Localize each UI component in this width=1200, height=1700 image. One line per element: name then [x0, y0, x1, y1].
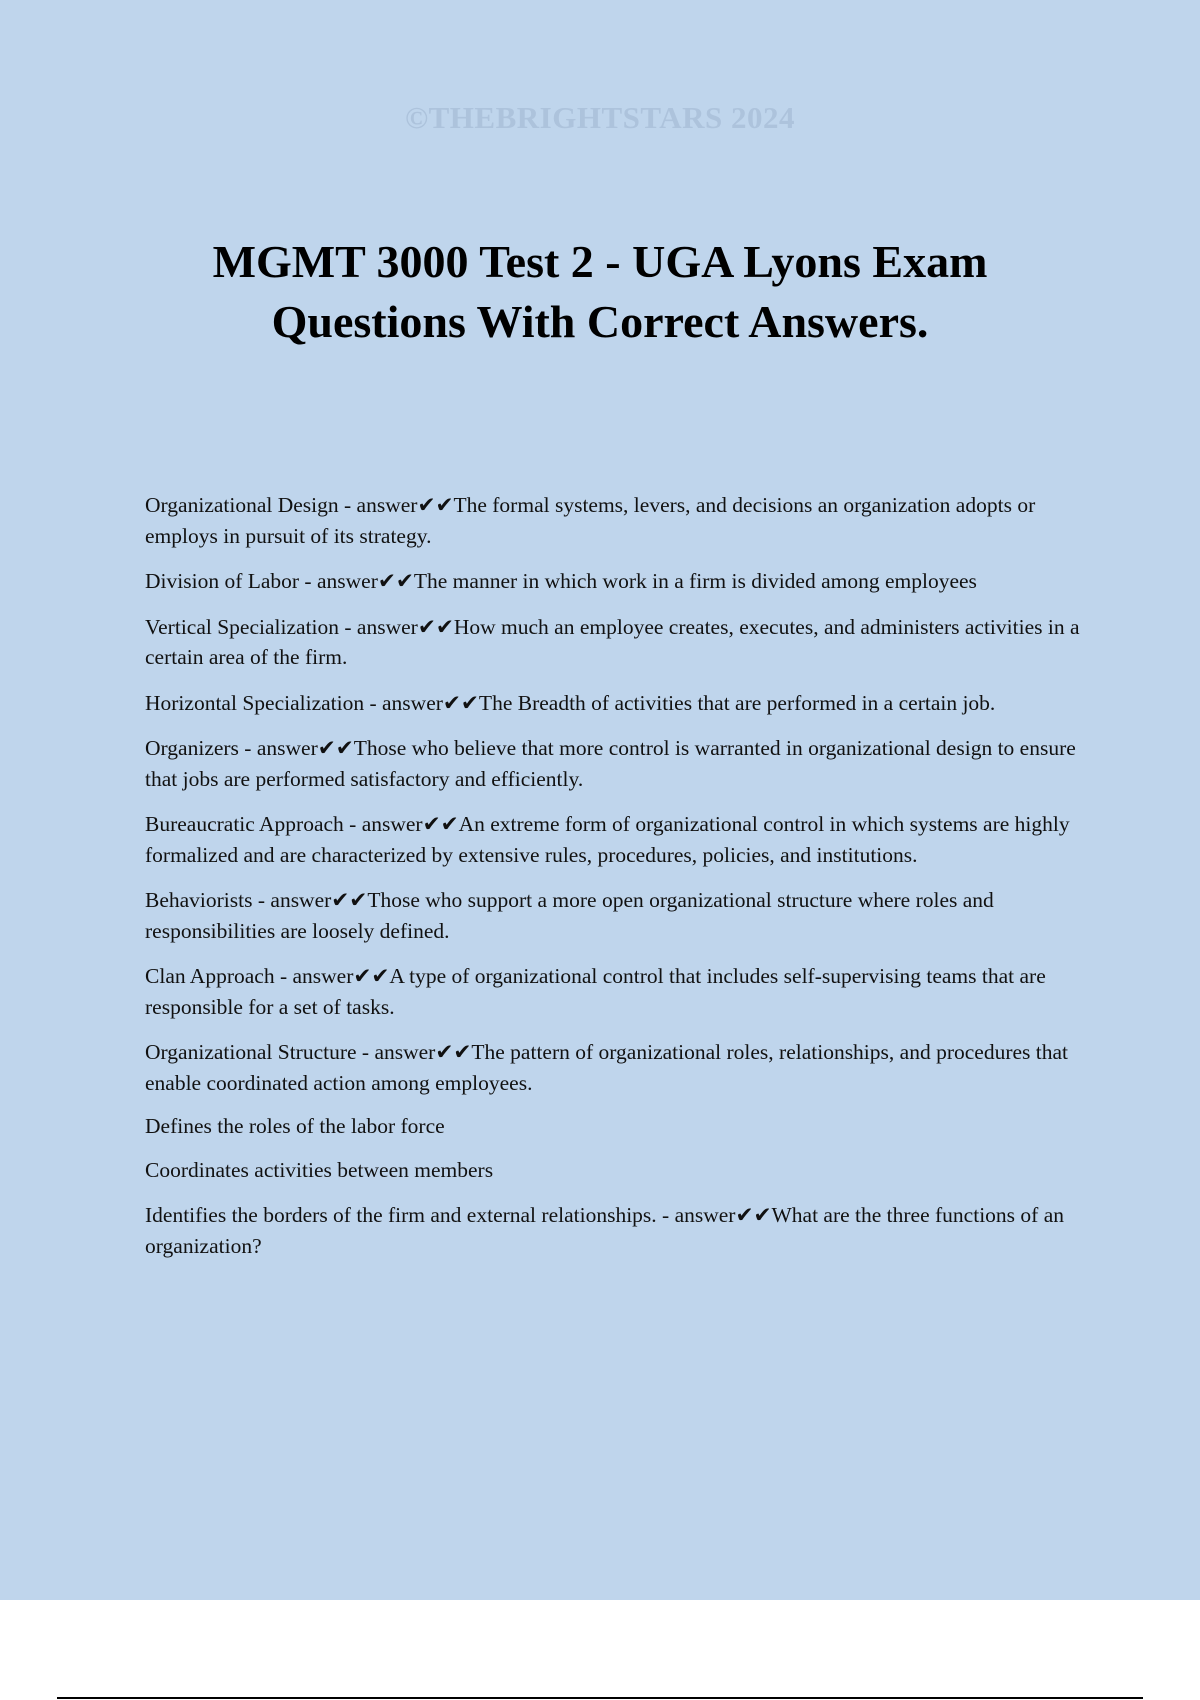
qa-entry: Identifies the borders of the firm and external relationships. - answer✔✔What are the three functions of an organization? [145, 1203, 1064, 1258]
qa-entry: Vertical Specialization - answer✔✔How much an employee creates, executes, and administers activities in a certain area of the firm. [145, 614, 1080, 669]
qa-entry: Clan Approach - answer✔✔A type of organizational control that includes self-supervising teams that are responsible for a set of tasks. [145, 964, 1046, 1019]
footer-divider [57, 1697, 1143, 1699]
qa-entry: Bureaucratic Approach - answer✔✔An extreme form of organizational control in which systems are highly formalized and are characterized by extensive rules, procedures, policies, and institutions. [145, 812, 1070, 867]
qa-entry: Coordinates activities between members [145, 1157, 494, 1182]
qa-entry: Organizational Design - answer✔✔The formal systems, levers, and decisions an organization adopts or employs in pursuit of its strategy. [145, 493, 1036, 548]
watermark: ©THEBRIGHTSTARS 2024 [404, 100, 796, 135]
qa-list [145, 490, 1095, 1276]
qa-entry: Defines the roles of the labor force [145, 1114, 445, 1138]
qa-entry: Horizontal Specialization - answer✔✔The Breadth of activities that are performed in a certain job. [145, 690, 996, 715]
title-line-1: MGMT 3000 Test 2 - UGA Lyons Exam [212, 236, 988, 287]
document-title [100, 232, 1100, 352]
title-line-2: Questions With Correct Answers. [271, 296, 929, 347]
qa-entry: Organizers - answer✔✔Those who believe that more control is warranted in organizational design to ensure that jobs are performed satisfactory and efficiently. [145, 736, 1076, 791]
qa-entry: Organizational Structure - answer✔✔The pattern of organizational roles, relationships, and procedures that enable coordinated action among employees. [145, 1040, 1068, 1095]
qa-entry: Division of Labor - answer✔✔The manner in which work in a firm is divided among employees [145, 569, 977, 593]
qa-entry: Behaviorists - answer✔✔Those who support a more open organizational structure where roles and responsibilities are loosely defined. [145, 888, 994, 943]
